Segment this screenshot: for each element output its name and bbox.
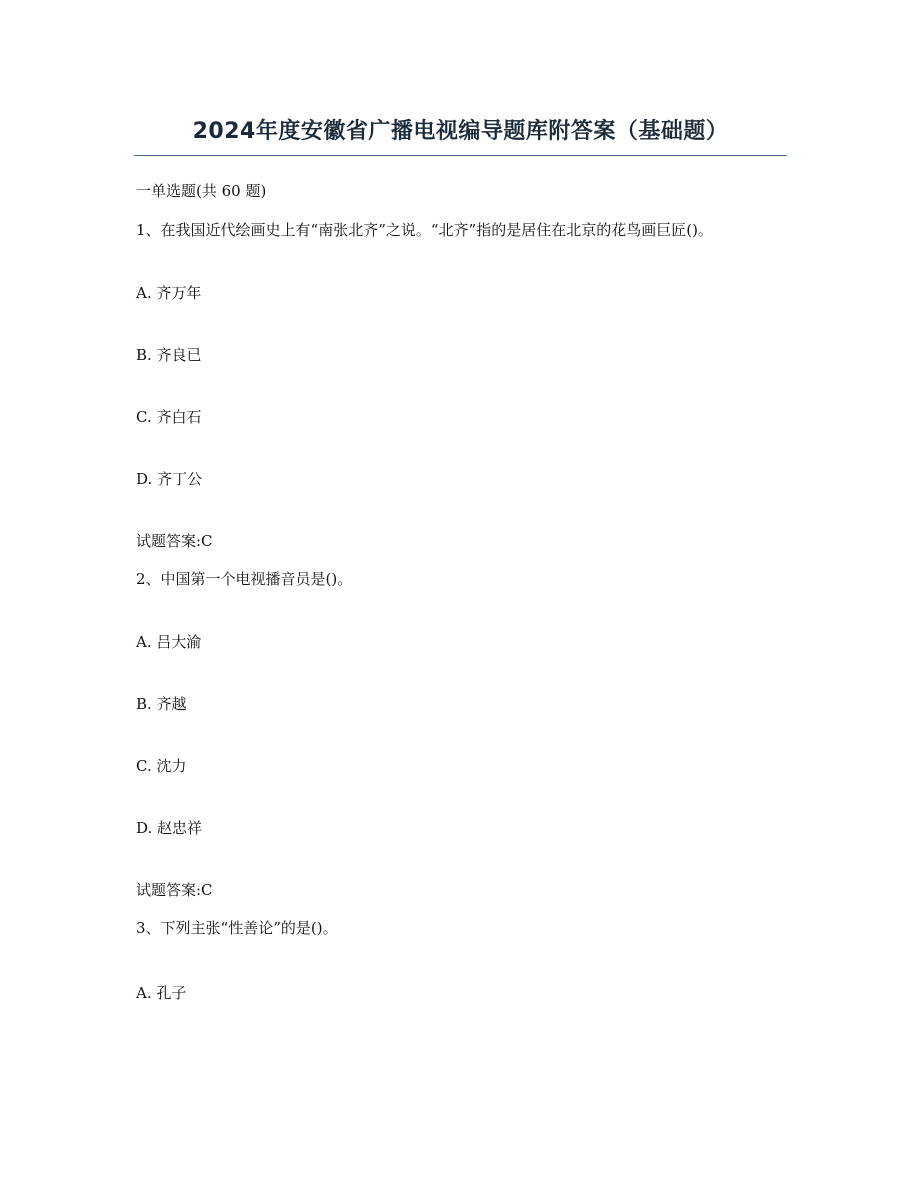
question-1-option-c: C. 齐白石 (136, 408, 202, 426)
question-2-option-d: D. 赵忠祥 (136, 819, 203, 837)
question-1-option-d: D. 齐丁公 (136, 470, 203, 488)
question-1-option-b: B. 齐良已 (136, 346, 202, 364)
question-2-option-b: B. 齐越 (136, 695, 187, 713)
question-3-stem: 3、下列主张“性善论”的是()。 (136, 919, 338, 937)
title-underline (134, 155, 787, 156)
document-title: 2024年度安徽省广播电视编导题库附答案（基础题） (192, 119, 729, 144)
question-1-answer: 试题答案:C (136, 532, 213, 550)
question-3-option-a: A. 孔子 (136, 984, 187, 1002)
question-2-option-c: C. 沈力 (136, 757, 187, 775)
question-1-option-a: A. 齐万年 (136, 284, 202, 302)
section-heading: 一单选题(共 60 题) (136, 182, 267, 200)
question-2-answer: 试题答案:C (136, 881, 213, 899)
question-2-stem: 2、中国第一个电视播音员是()。 (136, 570, 353, 588)
question-1-stem: 1、在我国近代绘画史上有“南张北齐”之说。“北齐”指的是居住在北京的花鸟画巨匠()。 (136, 221, 713, 239)
question-2-option-a: A. 吕大渝 (136, 633, 202, 651)
